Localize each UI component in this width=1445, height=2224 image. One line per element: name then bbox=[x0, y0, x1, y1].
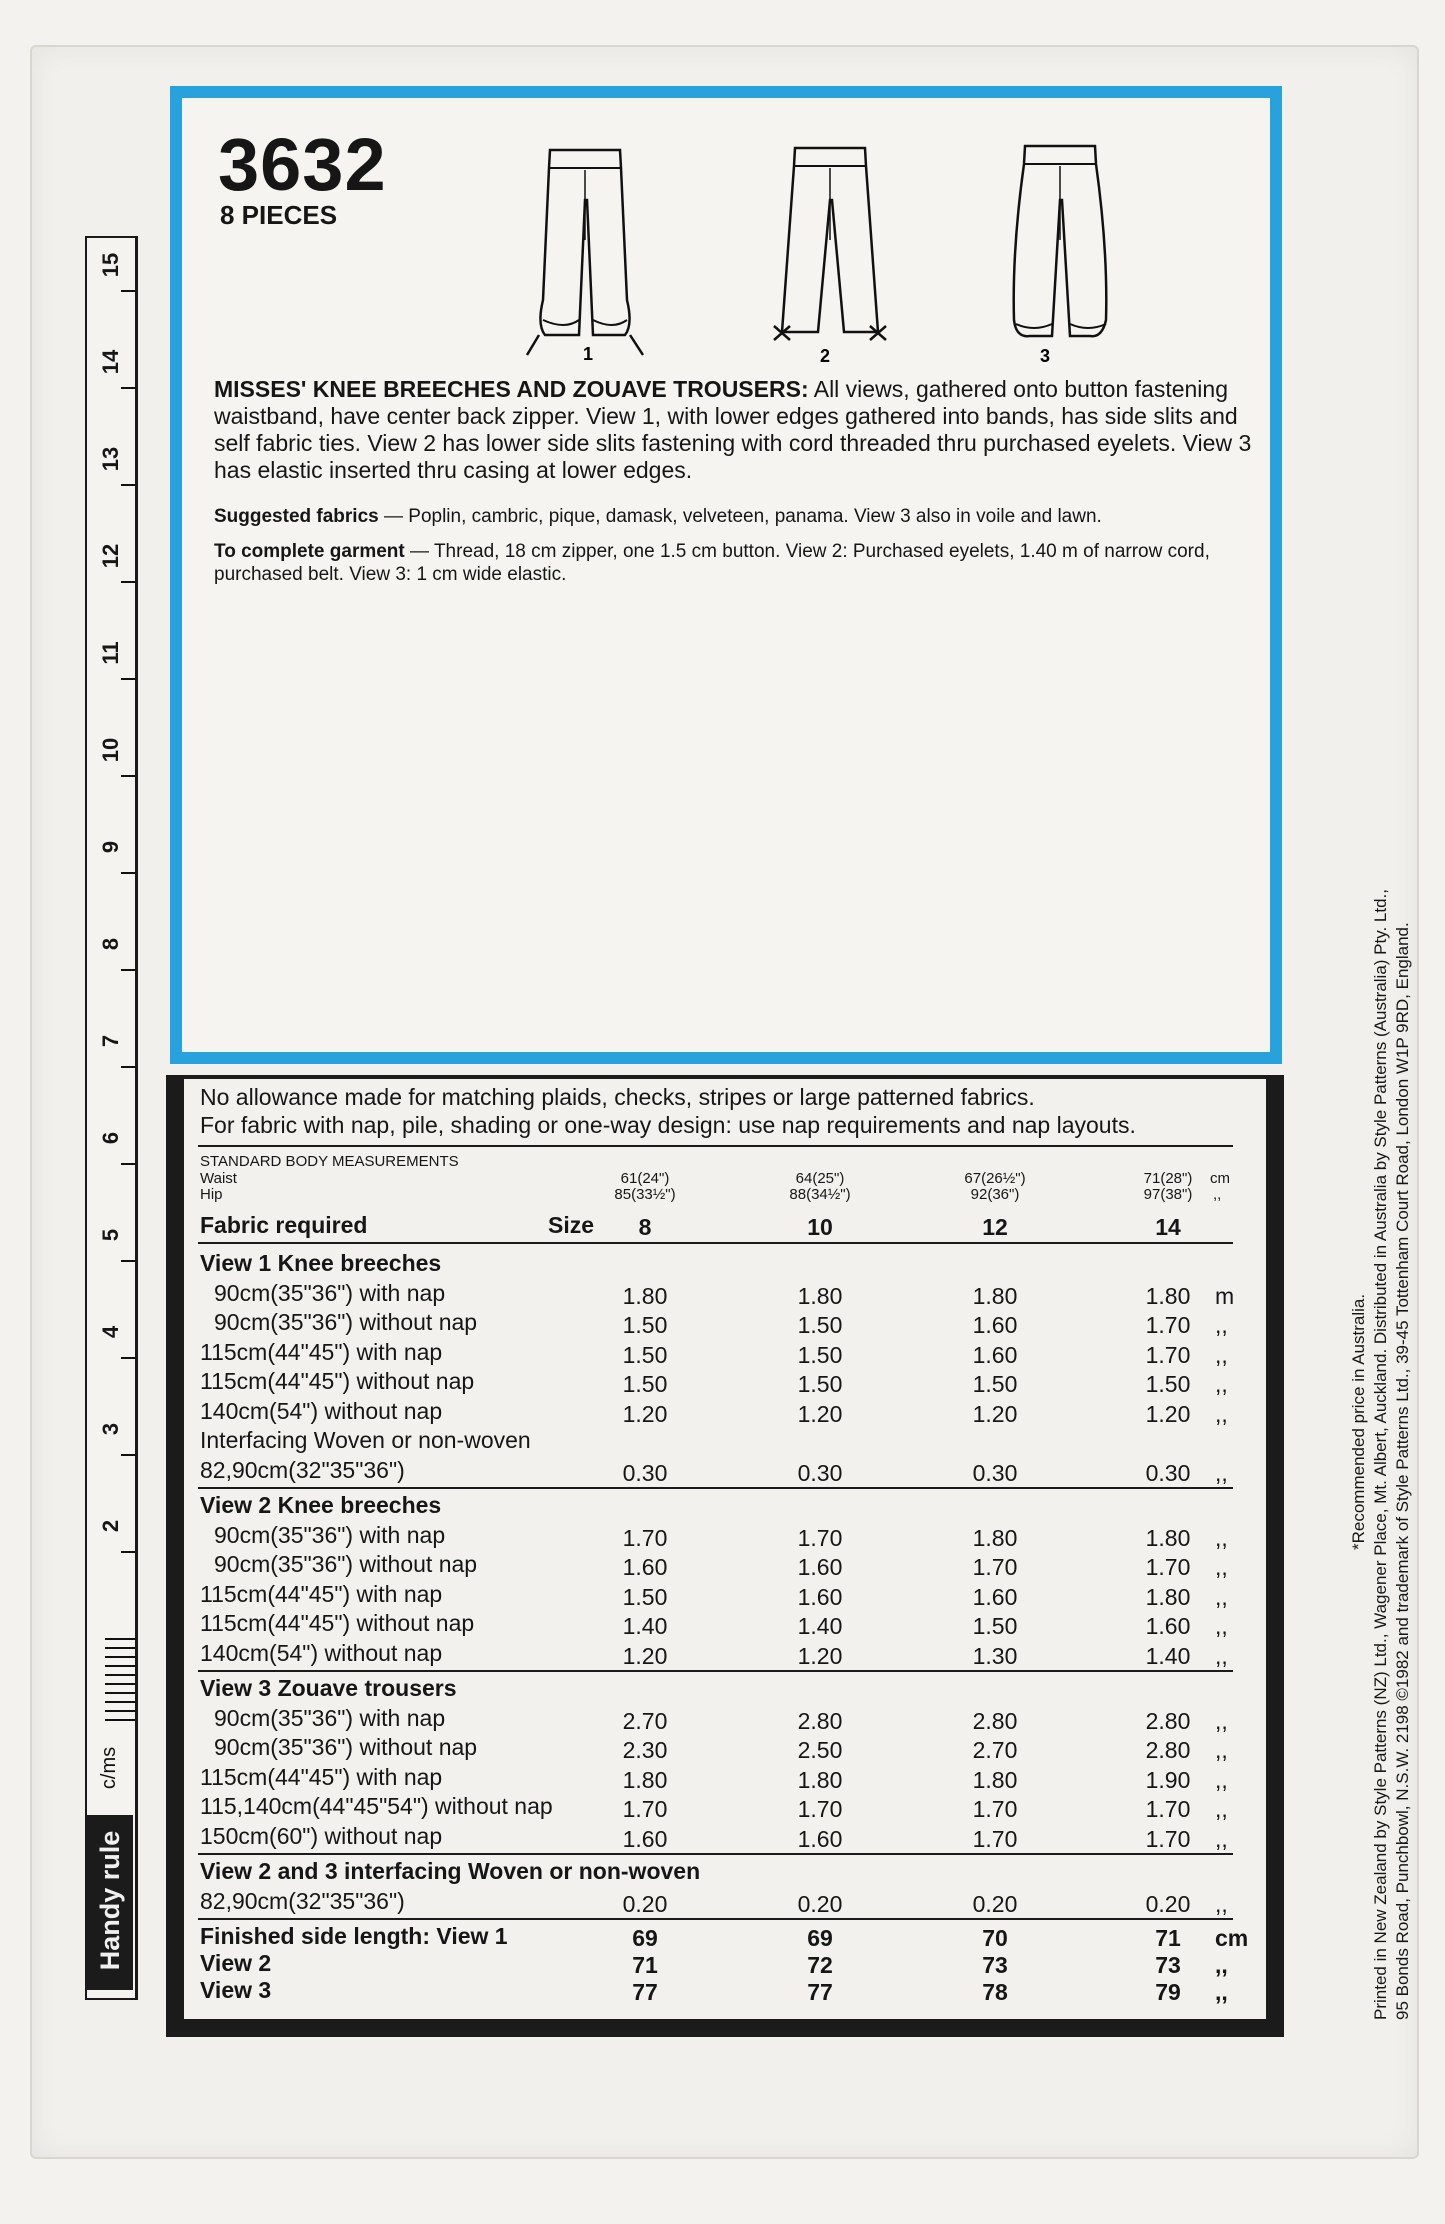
fabric-row-unit: ,, bbox=[1215, 1613, 1228, 1639]
fabric-row-value: 2.50 bbox=[797, 1737, 843, 1763]
finished-length-value: 78 bbox=[982, 1979, 1008, 2005]
fabric-row-value: 1.20 bbox=[797, 1400, 843, 1427]
finished-length-label: Finished side length: View 1 bbox=[200, 1923, 508, 1949]
ruler-number: 12 bbox=[98, 543, 123, 569]
fabric-row-value: 1.70 bbox=[622, 1524, 668, 1551]
ruler-unit-text: c/ms bbox=[98, 1746, 120, 1790]
fabric-row-label: 90cm(35"36") with nap bbox=[214, 1521, 446, 1548]
table-divider bbox=[198, 1487, 1233, 1489]
fabric-row-unit: ,, bbox=[1215, 1737, 1228, 1763]
ruler-tick bbox=[121, 969, 135, 971]
fabric-row-label: 82,90cm(32"35"36") bbox=[200, 1887, 405, 1914]
ruler-tick bbox=[121, 872, 135, 874]
finished-length-value: 69 bbox=[807, 1925, 833, 1951]
hip-label: Hip bbox=[200, 1186, 223, 1203]
waist-size-3: 71(28") bbox=[1143, 1170, 1193, 1187]
complete-text: — Thread, 18 cm zipper, one 1.5 cm button. View 2: Purchased eyelets, 1.40 m of narrow cord, purchased belt. View 3: 1 cm wide elastic. bbox=[214, 541, 1210, 585]
view-3-sketch bbox=[990, 130, 1130, 370]
ruler-number: 14 bbox=[98, 349, 123, 375]
fabric-row-value: 1.40 bbox=[1145, 1642, 1191, 1669]
fabric-row-value: 1.80 bbox=[622, 1282, 668, 1309]
fabric-row-value: 1.70 bbox=[972, 1825, 1018, 1852]
measurements-heading: STANDARD BODY MEASUREMENTS bbox=[200, 1153, 459, 1170]
fabric-row-label: 90cm(35"36") without nap bbox=[214, 1309, 478, 1335]
fabric-row-label: 90cm(35"36") without nap bbox=[214, 1734, 478, 1760]
fabric-row-unit: ,, bbox=[1215, 1796, 1228, 1822]
fabric-row-label: 115cm(44"45") with nap bbox=[200, 1763, 443, 1790]
ruler-tick bbox=[121, 1551, 135, 1553]
finished-length-value: 70 bbox=[982, 1925, 1008, 1951]
publisher-credits bbox=[1348, 600, 1414, 2020]
fabric-row-unit: m bbox=[1215, 1282, 1235, 1309]
ruler-tick bbox=[121, 1163, 135, 1165]
ruler-tick bbox=[121, 1066, 135, 1068]
size-header-2: 12 bbox=[982, 1214, 1008, 1240]
ruler-mm-tick bbox=[105, 1656, 135, 1658]
fabric-row-value: 1.50 bbox=[622, 1371, 668, 1397]
size-header-0: 8 bbox=[638, 1214, 652, 1240]
fabric-row-value: 1.40 bbox=[622, 1613, 668, 1639]
fabric-row-label: 115cm(44"45") with nap bbox=[200, 1580, 443, 1607]
fabric-row-value: 1.40 bbox=[797, 1613, 843, 1639]
fabric-row-value: 1.30 bbox=[972, 1642, 1018, 1669]
view-1-number: 1 bbox=[583, 344, 594, 364]
fabric-row-value: 1.60 bbox=[797, 1583, 843, 1610]
fabric-row-label: 90cm(35"36") with nap bbox=[214, 1279, 446, 1306]
fabric-row-value: 1.70 bbox=[972, 1554, 1018, 1580]
measure-unit-ditto: ,, bbox=[1213, 1186, 1222, 1203]
fabric-row-label: 150cm(60") without nap bbox=[200, 1822, 443, 1849]
fabric-row-unit: ,, bbox=[1215, 1459, 1228, 1486]
pieces-count: 8 PIECES bbox=[220, 200, 338, 230]
fabric-row-label: 115cm(44"45") with nap bbox=[200, 1338, 443, 1365]
ruler-mm-tick bbox=[105, 1674, 135, 1676]
fabric-row-value: 1.20 bbox=[622, 1400, 668, 1427]
fabric-row-label: 115,140cm(44"45"54") without nap bbox=[200, 1793, 553, 1819]
fabric-row-value: 1.50 bbox=[797, 1341, 843, 1368]
section-title: View 2 Knee breeches bbox=[200, 1492, 442, 1518]
ruler-tick bbox=[121, 1357, 135, 1359]
ruler-number: 2 bbox=[98, 1519, 123, 1533]
ruler-unit-label bbox=[87, 1746, 131, 1806]
fabric-row-value: 0.20 bbox=[797, 1890, 843, 1917]
pattern-number: 3632 bbox=[218, 123, 387, 206]
handy-rule-label: Handy rule bbox=[95, 1830, 125, 1971]
ruler-number: 11 bbox=[98, 641, 123, 665]
fabric-row-label: 140cm(54") without nap bbox=[200, 1397, 443, 1424]
finished-length-unit: cm bbox=[1215, 1925, 1249, 1951]
fabric-row-value: 1.50 bbox=[622, 1312, 668, 1338]
fabric-row-value: 2.80 bbox=[972, 1707, 1018, 1734]
fabric-row-unit: ,, bbox=[1215, 1400, 1228, 1427]
waist-size-1: 64(25") bbox=[795, 1170, 845, 1187]
finished-length-value: 77 bbox=[807, 1979, 833, 2005]
fabric-row-unit: ,, bbox=[1215, 1554, 1228, 1580]
ruler-mm-tick bbox=[105, 1683, 135, 1685]
fabric-row-label: 90cm(35"36") without nap bbox=[214, 1551, 478, 1577]
fabric-row-value: 1.80 bbox=[797, 1282, 843, 1309]
finished-length-unit: ,, bbox=[1215, 1979, 1228, 2005]
fabric-row-value: 2.70 bbox=[622, 1707, 668, 1734]
pattern-description bbox=[214, 376, 1254, 484]
fabric-row-unit: ,, bbox=[1215, 1707, 1228, 1734]
fabric-row-value: 1.70 bbox=[972, 1796, 1018, 1822]
view-1-sketch bbox=[515, 130, 655, 370]
ruler-tick bbox=[121, 775, 135, 777]
to-complete-garment bbox=[214, 540, 1254, 586]
fabric-row-value: 1.70 bbox=[1145, 1796, 1191, 1822]
view-2-number: 2 bbox=[820, 346, 831, 366]
fabric-row-value: 2.80 bbox=[797, 1707, 843, 1734]
fabric-row-value: 1.50 bbox=[797, 1312, 843, 1338]
ruler-tick bbox=[121, 678, 135, 680]
fabric-row-value: 1.20 bbox=[1145, 1400, 1191, 1427]
fabric-row-value: 1.80 bbox=[972, 1766, 1018, 1793]
fabric-row-value: 1.80 bbox=[1145, 1524, 1191, 1551]
fabric-row-label: 140cm(54") without nap bbox=[200, 1639, 443, 1666]
credits-printed: Printed in New Zealand by Style Patterns (NZ) Ltd., Wagener Place, Mt. Albert, Auckland. Distributed in Australia by Style Patterns (Australia) Pty. Ltd., bbox=[1371, 889, 1390, 2020]
fabric-row-value: 0.20 bbox=[972, 1890, 1018, 1917]
ruler-number: 7 bbox=[98, 1034, 123, 1048]
ruler-number: 4 bbox=[98, 1325, 123, 1339]
fabric-row-unit: ,, bbox=[1215, 1583, 1228, 1610]
fabric-row-value: 1.50 bbox=[972, 1613, 1018, 1639]
ruler-mm-tick bbox=[105, 1710, 135, 1712]
section-title: View 3 Zouave trousers bbox=[200, 1675, 457, 1701]
ruler-mm-tick bbox=[105, 1638, 135, 1640]
fabric-row-value: 1.80 bbox=[1145, 1282, 1191, 1309]
size-label: Size bbox=[548, 1212, 595, 1238]
fabric-row-value: 1.20 bbox=[622, 1642, 668, 1669]
fabric-row-unit: ,, bbox=[1215, 1825, 1228, 1852]
table-divider bbox=[198, 1242, 1233, 1244]
hip-size-0: 85(33½") bbox=[614, 1186, 676, 1203]
fabric-row-label: 82,90cm(32"35"36") bbox=[200, 1456, 405, 1483]
fabrics-text: — Poplin, cambric, pique, damask, velveteen, panama. View 3 also in voile and lawn. bbox=[384, 506, 1102, 527]
notice-divider bbox=[198, 1145, 1233, 1147]
fabric-row-value: 1.60 bbox=[972, 1341, 1018, 1368]
fabric-row-value: 2.80 bbox=[1145, 1707, 1191, 1734]
fabric-row-unit: ,, bbox=[1215, 1642, 1228, 1669]
fabric-row-unit: ,, bbox=[1215, 1890, 1228, 1917]
notice-plaids: No allowance made for matching plaids, checks, stripes or large patterned fabrics. bbox=[200, 1084, 1035, 1110]
ruler-number: 13 bbox=[98, 446, 123, 472]
finished-length-value: 73 bbox=[1155, 1952, 1181, 1978]
fabric-row-value: 1.70 bbox=[797, 1524, 843, 1551]
section-title: View 1 Knee breeches bbox=[200, 1250, 442, 1276]
fabric-row-label: 90cm(35"36") with nap bbox=[214, 1704, 446, 1731]
ruler-tick bbox=[121, 290, 135, 292]
fabric-row-value: 1.70 bbox=[622, 1796, 668, 1822]
ruler-number: 10 bbox=[98, 737, 123, 763]
fabric-row-value: 1.80 bbox=[972, 1282, 1018, 1309]
ruler-number: 15 bbox=[98, 252, 123, 278]
fabric-row-value: 1.70 bbox=[797, 1796, 843, 1822]
fabric-row-value: 1.60 bbox=[797, 1825, 843, 1852]
ruler-tick bbox=[121, 1260, 135, 1262]
fabric-row-value: 0.30 bbox=[797, 1459, 843, 1486]
fabric-row-label: Interfacing Woven or non-woven bbox=[200, 1427, 531, 1453]
fabric-row-value: 0.30 bbox=[622, 1459, 668, 1486]
credits-price-note: *Recommended price in Australia. bbox=[1349, 1293, 1368, 1550]
fabric-row-value: 1.80 bbox=[1145, 1583, 1191, 1610]
description-body: All views, gathered onto button fastening waistband, have center back zipper. View 1, with lower edges gathered into bands, has side slits and self fabric ties. View 2 has lower side slits fastening with cord threaded thru purchased eyelets. View 3 has elastic inserted thru casing at lower edges. bbox=[214, 376, 1252, 483]
finished-length-value: 73 bbox=[982, 1952, 1008, 1978]
fabrics-label: Suggested fabrics bbox=[214, 506, 379, 527]
handy-rule-label-box bbox=[85, 1815, 133, 1990]
waist-size-0: 61(24") bbox=[620, 1170, 670, 1187]
fabric-row-value: 0.20 bbox=[1145, 1890, 1191, 1917]
ruler-mm-tick bbox=[105, 1647, 135, 1649]
size-header-3: 14 bbox=[1155, 1214, 1181, 1240]
fabric-row-value: 1.70 bbox=[1145, 1341, 1191, 1368]
fabric-row-value: 1.20 bbox=[972, 1400, 1018, 1427]
fabric-row-value: 1.80 bbox=[972, 1524, 1018, 1551]
fabric-row-value: 0.30 bbox=[972, 1459, 1018, 1486]
ruler-number: 3 bbox=[98, 1422, 123, 1436]
ruler-mm-tick bbox=[105, 1701, 135, 1703]
fabric-required-label: Fabric required bbox=[200, 1212, 368, 1238]
handy-ruler bbox=[85, 236, 138, 2000]
fabric-row-value: 1.60 bbox=[972, 1583, 1018, 1610]
finished-length-unit: ,, bbox=[1215, 1952, 1228, 1978]
fabric-row-unit: ,, bbox=[1215, 1524, 1228, 1551]
fabric-row-value: 1.80 bbox=[797, 1766, 843, 1793]
complete-label: To complete garment bbox=[214, 541, 405, 562]
fabric-row-label: 115cm(44"45") without nap bbox=[200, 1610, 475, 1636]
fabric-row-value: 1.20 bbox=[797, 1642, 843, 1669]
ruler-tick bbox=[121, 581, 135, 583]
ruler-number: 5 bbox=[98, 1228, 123, 1242]
fabric-row-unit: ,, bbox=[1215, 1341, 1228, 1368]
fabric-row-label: 115cm(44"45") without nap bbox=[200, 1368, 475, 1394]
ruler-number: 9 bbox=[98, 840, 123, 854]
fabric-row-value: 2.30 bbox=[622, 1737, 668, 1763]
ruler-mm-tick bbox=[105, 1665, 135, 1667]
ruler-tick bbox=[121, 1454, 135, 1456]
finished-length-value: 71 bbox=[1155, 1925, 1181, 1951]
finished-length-value: 77 bbox=[632, 1979, 658, 2005]
fabric-row-value: 1.90 bbox=[1145, 1766, 1191, 1793]
size-header-1: 10 bbox=[807, 1214, 833, 1240]
fabric-row-value: 1.80 bbox=[622, 1766, 668, 1793]
ruler-number: 6 bbox=[98, 1131, 123, 1145]
fabric-row-value: 1.70 bbox=[1145, 1554, 1191, 1580]
hip-size-2: 92(36") bbox=[970, 1186, 1020, 1203]
fabric-row-value: 1.60 bbox=[622, 1825, 668, 1852]
hip-size-1: 88(34½") bbox=[789, 1186, 851, 1203]
view-3-number: 3 bbox=[1040, 346, 1051, 366]
fabric-row-unit: ,, bbox=[1215, 1371, 1228, 1397]
section-title: View 2 and 3 interfacing Woven or non-woven bbox=[200, 1858, 701, 1884]
credits-address: 95 Bonds Road, Punchbowl, N.S.W. 2198 ©1982 and trademark of Style Patterns Ltd., 39-45 Tottenham Court Road, London W1P 9RD, England. bbox=[1393, 922, 1412, 2020]
ruler-tick bbox=[121, 484, 135, 486]
notice-nap: For fabric with nap, pile, shading or one-way design: use nap requirements and nap layouts. bbox=[200, 1112, 1136, 1138]
fabric-row-value: 1.60 bbox=[797, 1554, 843, 1580]
fabric-row-value: 0.20 bbox=[622, 1890, 668, 1917]
fabric-row-value: 2.70 bbox=[972, 1737, 1018, 1763]
finished-length-value: 69 bbox=[632, 1925, 658, 1951]
hip-size-3: 97(38") bbox=[1143, 1186, 1193, 1203]
measure-unit: cm bbox=[1210, 1170, 1230, 1187]
finished-length-value: 79 bbox=[1155, 1979, 1181, 2005]
table-divider bbox=[198, 1918, 1233, 1920]
finished-length-value: 72 bbox=[807, 1952, 833, 1978]
waist-size-2: 67(26½") bbox=[964, 1170, 1026, 1187]
waist-label: Waist bbox=[200, 1170, 237, 1187]
fabric-row-unit: ,, bbox=[1215, 1766, 1228, 1793]
fabric-row-value: 1.50 bbox=[972, 1371, 1018, 1397]
suggested-fabrics bbox=[214, 505, 1254, 529]
fabric-row-value: 1.50 bbox=[622, 1341, 668, 1368]
finished-length-label: View 2 bbox=[200, 1950, 272, 1976]
fabric-row-unit: ,, bbox=[1215, 1312, 1228, 1338]
finished-length-value: 71 bbox=[632, 1952, 658, 1978]
view-2-sketch bbox=[760, 130, 900, 370]
table-divider bbox=[198, 1670, 1233, 1672]
fabric-row-value: 1.70 bbox=[1145, 1312, 1191, 1338]
fabric-row-value: 1.50 bbox=[797, 1371, 843, 1397]
fabric-row-value: 1.50 bbox=[1145, 1371, 1191, 1397]
ruler-number: 8 bbox=[98, 937, 123, 951]
ruler-tick bbox=[121, 387, 135, 389]
fabric-row-value: 1.60 bbox=[622, 1554, 668, 1580]
ruler-mm-tick bbox=[105, 1692, 135, 1694]
fabric-row-value: 0.30 bbox=[1145, 1459, 1191, 1486]
fabric-row-value: 1.60 bbox=[972, 1312, 1018, 1338]
ruler-mm-tick bbox=[105, 1719, 135, 1721]
table-divider bbox=[198, 1853, 1233, 1855]
fabric-row-value: 1.70 bbox=[1145, 1825, 1191, 1852]
description-title: MISSES' KNEE BREECHES AND ZOUAVE TROUSERS: bbox=[214, 376, 809, 402]
fabric-row-value: 2.80 bbox=[1145, 1737, 1191, 1763]
finished-length-label: View 3 bbox=[200, 1977, 272, 2003]
fabric-row-value: 1.60 bbox=[1145, 1613, 1191, 1639]
fabric-row-value: 1.50 bbox=[622, 1583, 668, 1610]
